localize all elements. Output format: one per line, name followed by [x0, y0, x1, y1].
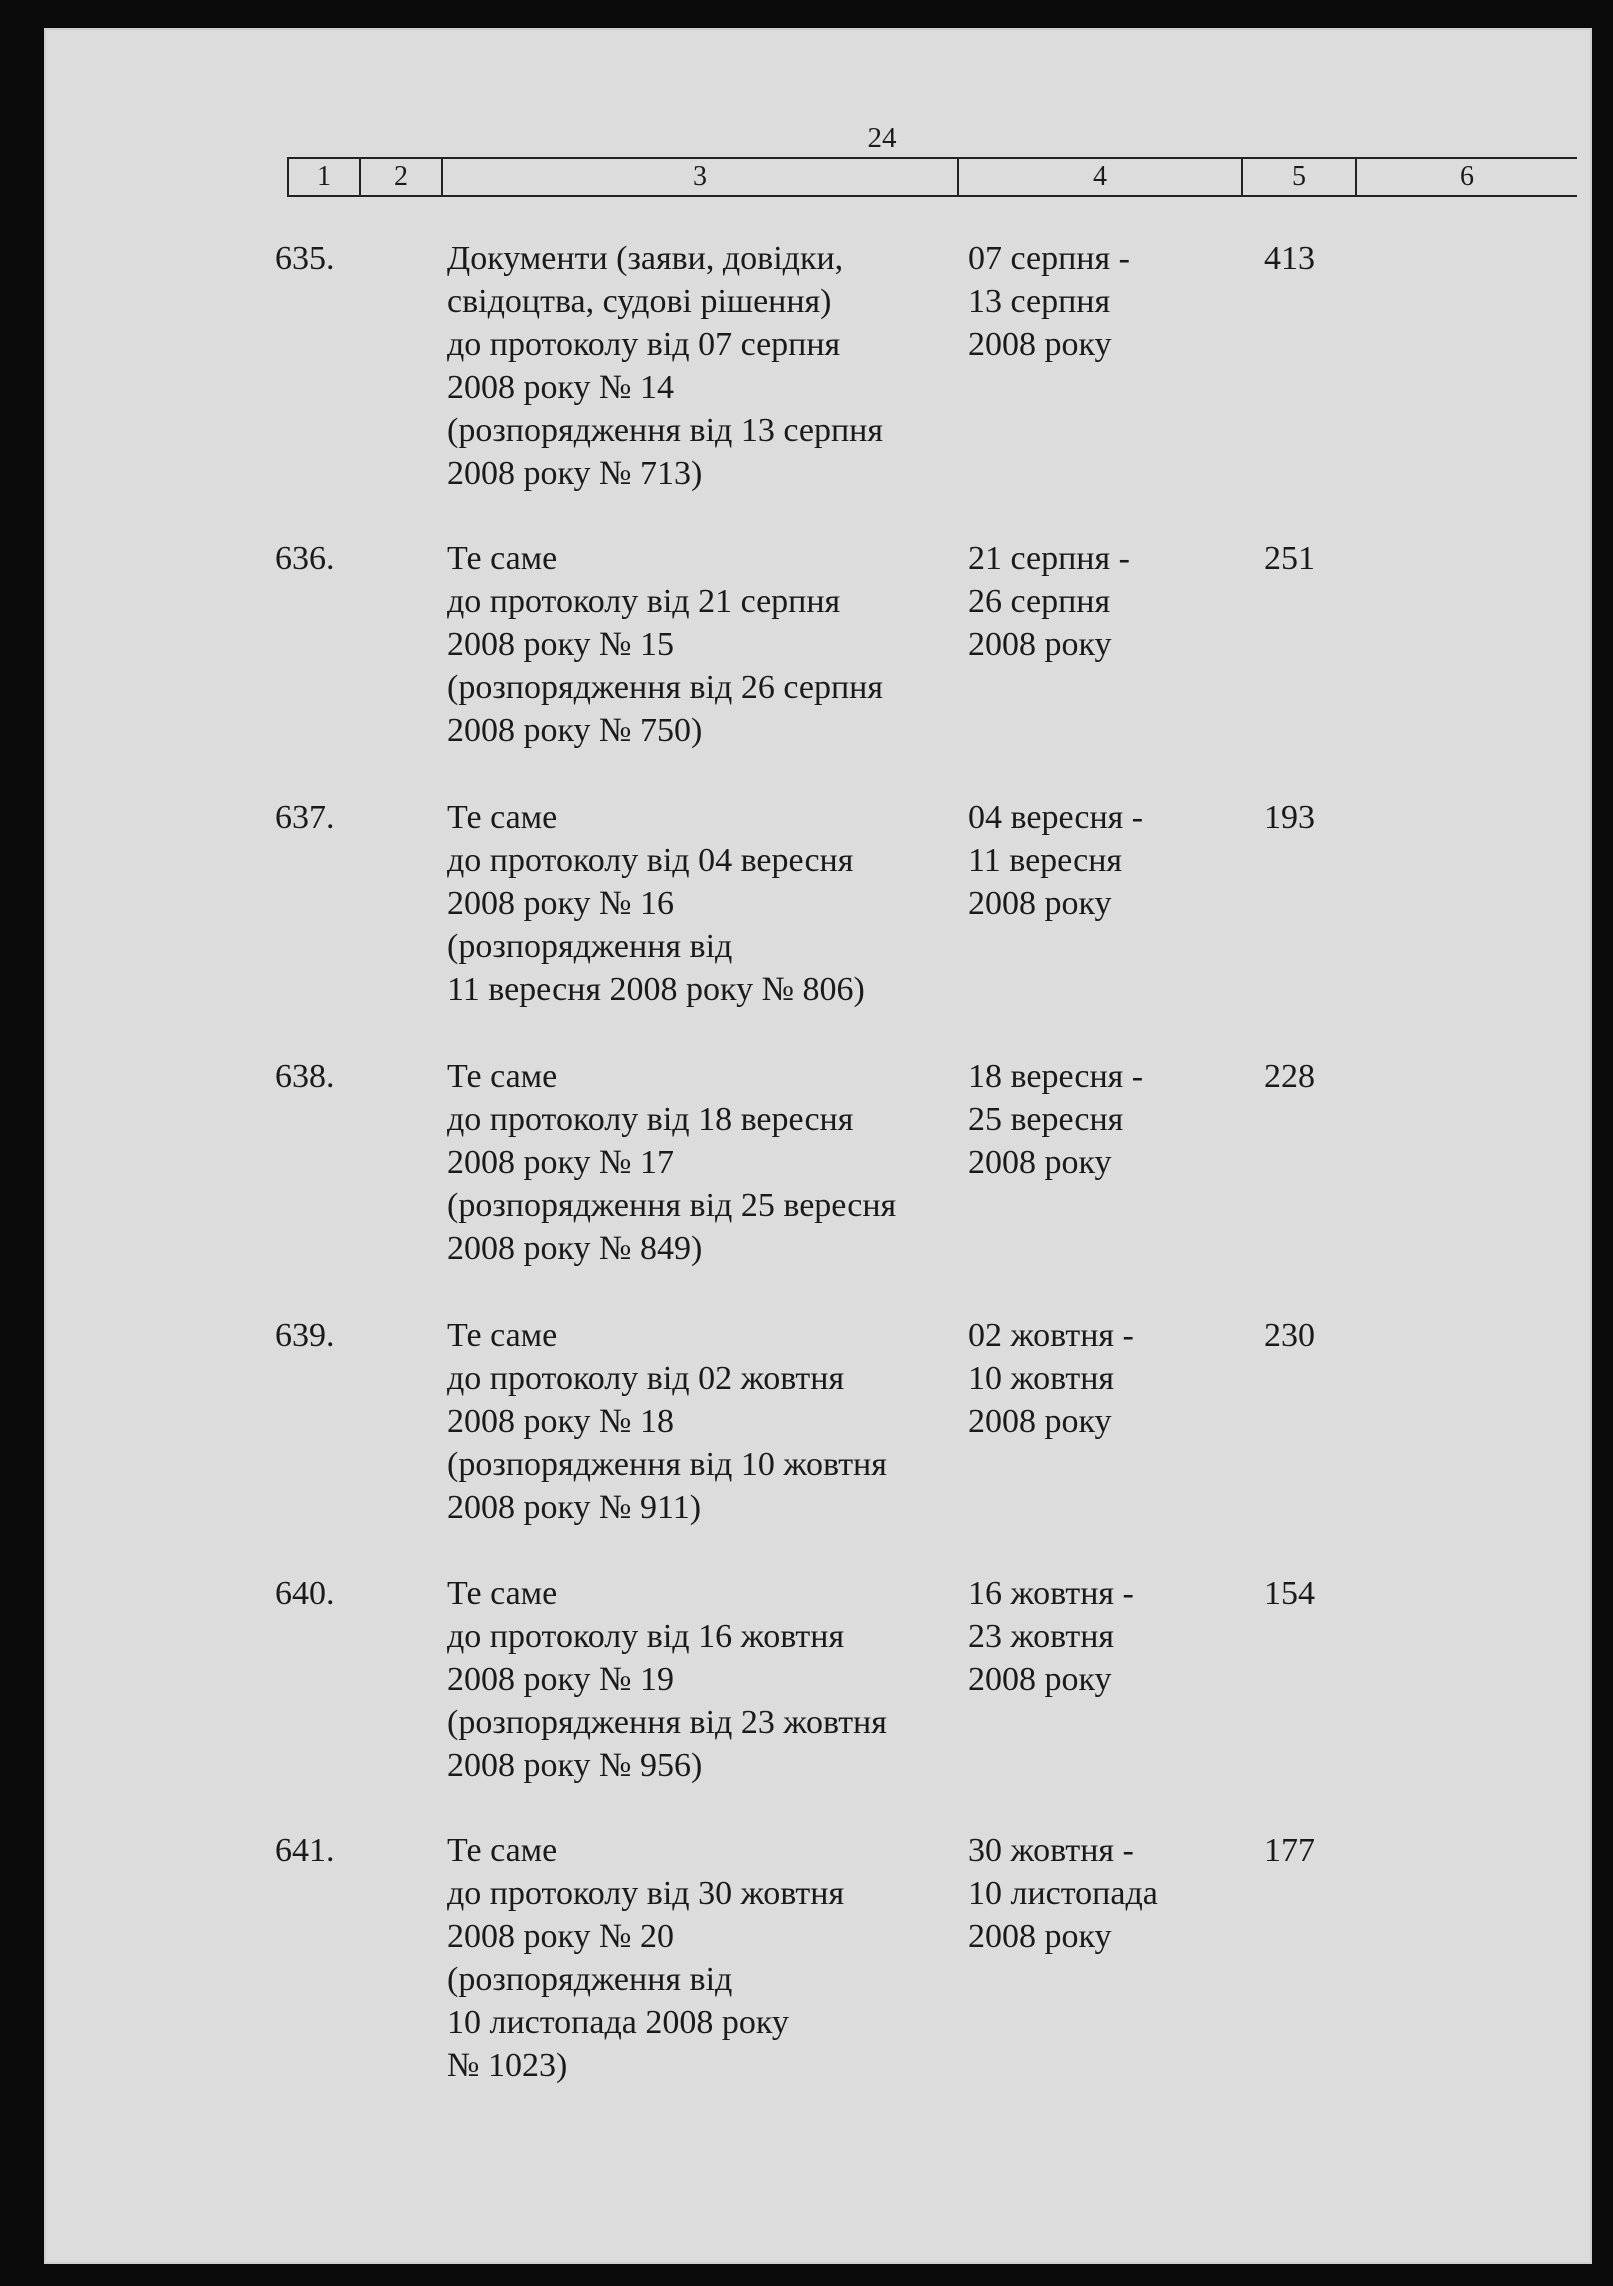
page-number: 24 [867, 122, 897, 154]
entry-description [447, 1572, 887, 1787]
dates-line: 2008 року [968, 626, 1112, 663]
description-line: (розпорядження від [447, 1961, 733, 1998]
description-line: (розпорядження від [447, 928, 733, 965]
dates-line: 21 серпня - [968, 540, 1130, 577]
description-line: Те саме [447, 1317, 558, 1354]
description-line: до протоколу від 30 жовтня [447, 1875, 845, 1912]
entry-number: 639. [275, 1317, 335, 1354]
entry-sheet-count: 228 [1264, 1058, 1315, 1095]
column-header-4: 4 [957, 159, 1241, 195]
description-line: № 1023) [447, 2047, 568, 2084]
description-line: до протоколу від 07 серпня [447, 326, 841, 363]
entry-dates [968, 537, 1130, 666]
dates-line: 2008 року [968, 885, 1112, 922]
entry-dates [968, 796, 1143, 925]
dates-line: 2008 року [968, 1918, 1112, 1955]
entry-number: 636. [275, 540, 335, 577]
dates-line: 10 жовтня [968, 1360, 1115, 1397]
entry-dates [968, 1572, 1134, 1701]
dates-line: 2008 року [968, 326, 1112, 363]
description-line: 2008 року № 750) [447, 712, 703, 749]
entry-dates [968, 1314, 1134, 1443]
entry-description [447, 796, 865, 1011]
description-line: 2008 року № 14 [447, 369, 674, 406]
entry-number: 638. [275, 1058, 335, 1095]
dates-line: 2008 року [968, 1403, 1112, 1440]
description-line: 2008 року № 20 [447, 1918, 674, 1955]
entry-sheet-count: 230 [1264, 1317, 1315, 1354]
column-header-3: 3 [441, 159, 957, 195]
column-header-2: 2 [359, 159, 441, 195]
column-header-row [287, 157, 1577, 197]
description-line: до протоколу від 18 вересня [447, 1101, 854, 1138]
dates-line: 11 вересня [968, 842, 1123, 879]
column-header-1: 1 [287, 159, 359, 195]
description-line: (розпорядження від 26 серпня [447, 669, 883, 706]
description-line: Те саме [447, 1575, 558, 1612]
description-line: 2008 року № 849) [447, 1230, 703, 1267]
description-line: (розпорядження від 10 жовтня [447, 1446, 887, 1483]
description-line: свідоцтва, судові рішення) [447, 283, 832, 320]
dates-line: 26 серпня [968, 583, 1111, 620]
dates-line: 13 серпня [968, 283, 1111, 320]
dates-line: 10 листопада [968, 1875, 1158, 1912]
dates-line: 2008 року [968, 1661, 1112, 1698]
entry-description [447, 1829, 844, 2087]
description-line: до протоколу від 02 жовтня [447, 1360, 845, 1397]
dates-line: 16 жовтня - [968, 1575, 1134, 1612]
dates-line: 18 вересня - [968, 1058, 1144, 1095]
entry-number: 641. [275, 1832, 335, 1869]
entry-description [447, 1055, 896, 1270]
entry-description [447, 537, 883, 752]
entry-dates [968, 1829, 1158, 1958]
description-line: 11 вересня 2008 року № 806) [447, 971, 865, 1008]
entry-dates [968, 1055, 1143, 1184]
description-line: (розпорядження від 23 жовтня [447, 1704, 887, 1741]
description-line: Те саме [447, 1832, 558, 1869]
description-line: 2008 року № 713) [447, 455, 703, 492]
entry-sheet-count: 251 [1264, 540, 1315, 577]
description-line: 2008 року № 16 [447, 885, 674, 922]
entry-number: 637. [275, 799, 335, 836]
description-line: (розпорядження від 13 серпня [447, 412, 883, 449]
entry-description [447, 1314, 887, 1529]
description-line: 10 листопада 2008 року [447, 2004, 789, 2041]
description-line: (розпорядження від 25 вересня [447, 1187, 897, 1224]
description-line: 2008 року № 911) [447, 1489, 702, 1526]
entry-sheet-count: 193 [1264, 799, 1315, 836]
dates-line: 07 серпня - [968, 240, 1130, 277]
entry-sheet-count: 154 [1264, 1575, 1315, 1612]
description-line: Документи (заяви, довідки, [447, 240, 844, 277]
description-line: 2008 року № 15 [447, 626, 674, 663]
description-line: Те саме [447, 799, 558, 836]
dates-line: 25 вересня [968, 1101, 1124, 1138]
dates-line: 2008 року [968, 1144, 1112, 1181]
description-line: Те саме [447, 540, 558, 577]
entry-sheet-count: 413 [1264, 240, 1315, 277]
description-line: 2008 року № 19 [447, 1661, 674, 1698]
entry-sheet-count: 177 [1264, 1832, 1315, 1869]
dates-line: 23 жовтня [968, 1618, 1115, 1655]
column-header-6: 6 [1355, 159, 1577, 195]
dates-line: 04 вересня - [968, 799, 1144, 836]
description-line: 2008 року № 17 [447, 1144, 674, 1181]
description-line: 2008 року № 18 [447, 1403, 674, 1440]
dates-line: 02 жовтня - [968, 1317, 1134, 1354]
description-line: 2008 року № 956) [447, 1747, 703, 1784]
description-line: до протоколу від 21 серпня [447, 583, 841, 620]
entry-dates [968, 237, 1130, 366]
entry-description [447, 237, 883, 495]
description-line: до протоколу від 16 жовтня [447, 1618, 845, 1655]
entry-number: 640. [275, 1575, 335, 1612]
entry-number: 635. [275, 240, 335, 277]
dates-line: 30 жовтня - [968, 1832, 1134, 1869]
description-line: до протоколу від 04 вересня [447, 842, 854, 879]
description-line: Те саме [447, 1058, 558, 1095]
column-header-5: 5 [1241, 159, 1355, 195]
